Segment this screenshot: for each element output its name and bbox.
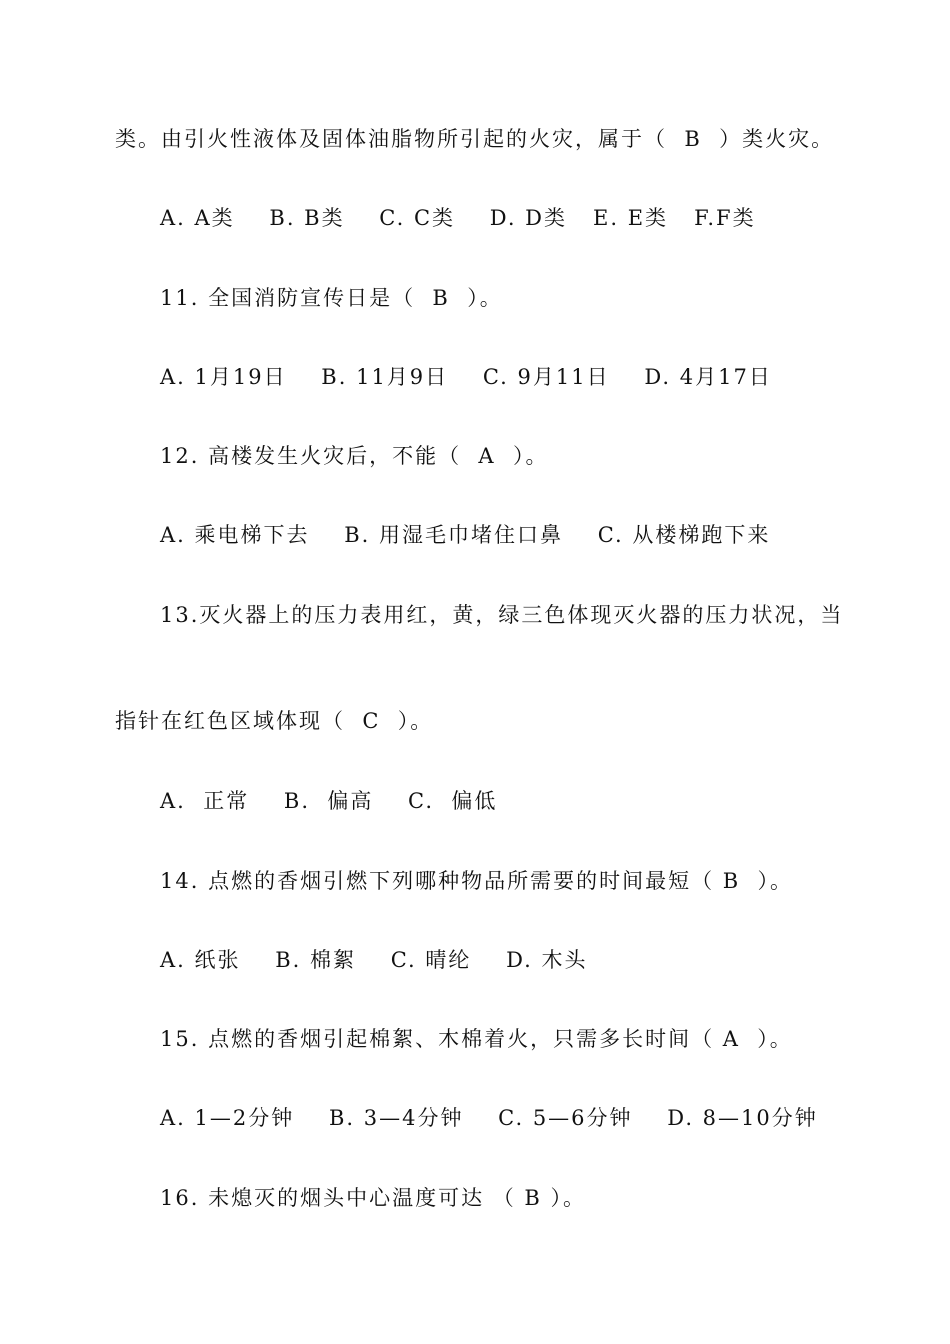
question-11-options: A. 1月19日 B. 11月9日 C. 9月11日 D. 4月17日 (160, 365, 772, 389)
question-12-options: A. 乘电梯下去 B. 用湿毛巾堵住口鼻 C. 从楼梯跑下来 (160, 523, 771, 547)
question-14: 14. 点燃的香烟引燃下列哪种物品所需要的时间最短（ B ）。 (160, 869, 794, 893)
question-10-options: A. A类 B. B类 C. C类 D. D类 E. E类 F.F类 (160, 206, 756, 230)
question-13-options: A. 正常 B. 偏高 C. 偏低 (160, 789, 498, 813)
question-14-options: A. 纸张 B. 棉絮 C. 晴纶 D. 木头 (160, 948, 588, 972)
question-13-continuation: 指针在红色区域体现（ C ）。 (115, 709, 434, 733)
question-10-continuation: 类。由引火性液体及固体油脂物所引起的火灾，属于（ B ）类火灾。 (115, 127, 835, 151)
question-16: 16. 未熄灭的烟头中心温度可达 （ B ）。 (160, 1186, 587, 1210)
question-15: 15. 点燃的香烟引起棉絮、木棉着火，只需多长时间（ A ）。 (160, 1027, 793, 1051)
question-12: 12. 高楼发生火灾后，不能（ A ）。 (160, 444, 549, 468)
question-13: 13.灭火器上的压力表用红，黄，绿三色体现灭火器的压力状况，当 (160, 603, 844, 627)
question-15-options: A. 1—2分钟 B. 3—4分钟 C. 5—6分钟 D. 8—10分钟 (160, 1106, 818, 1130)
question-11: 11. 全国消防宣传日是（ B ）。 (160, 286, 503, 310)
